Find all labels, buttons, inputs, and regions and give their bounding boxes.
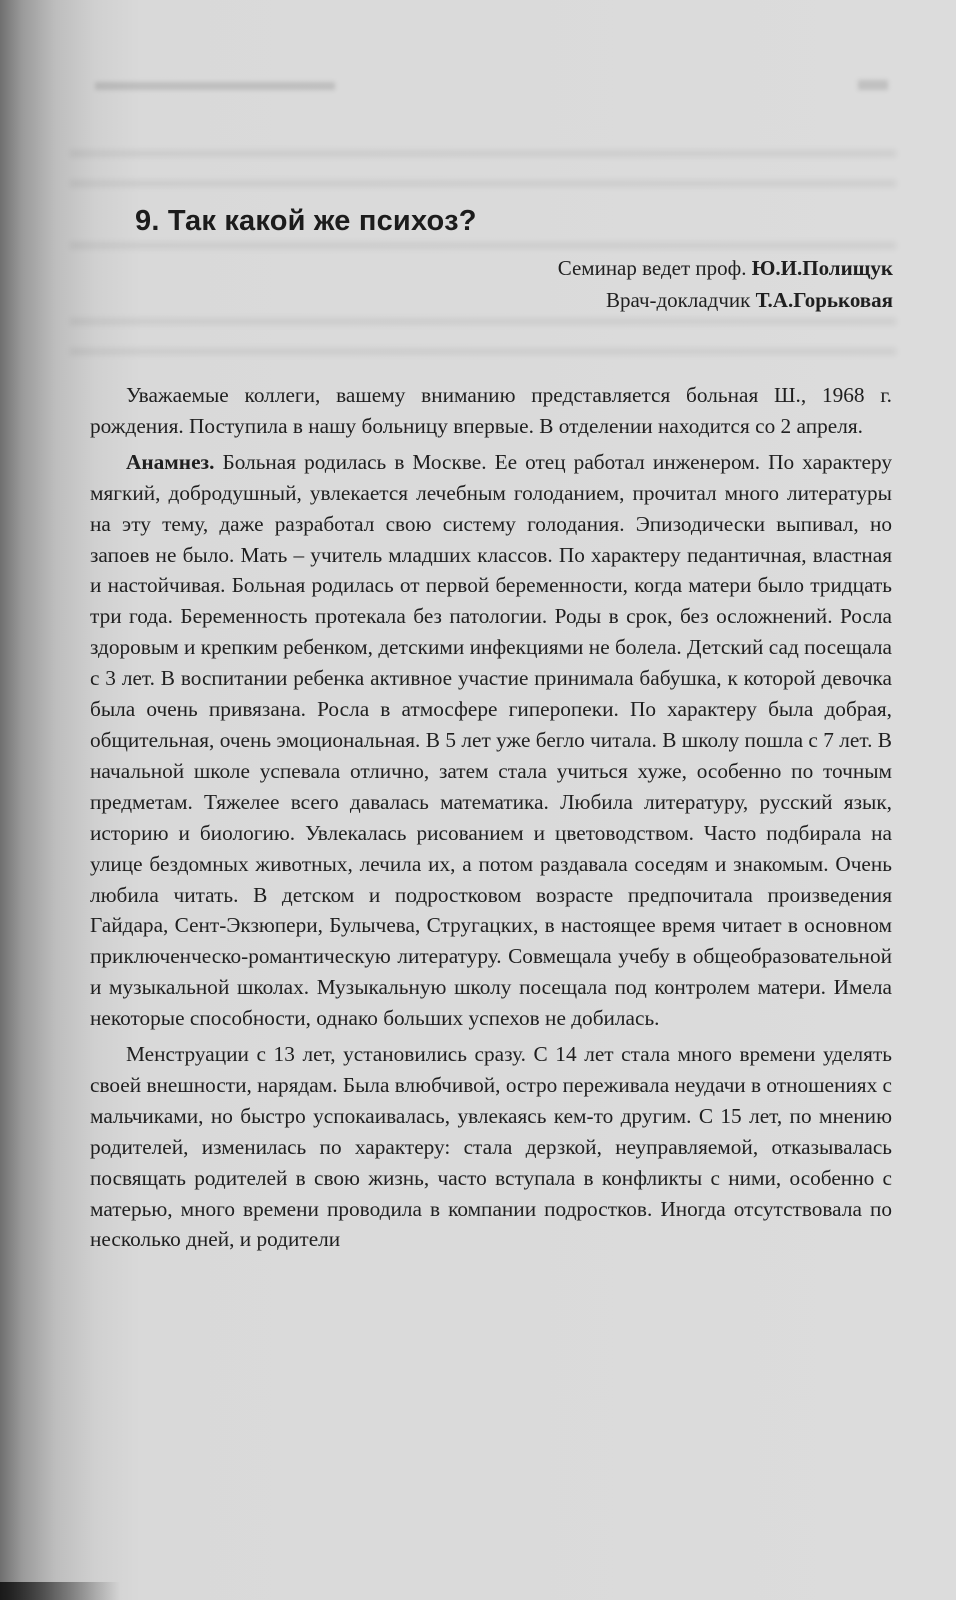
seminar-credit <box>558 256 893 281</box>
doctor-credit <box>606 288 893 313</box>
paragraph-anamnesis <box>90 447 892 1034</box>
seminar-credit-prefix: Семинар ведет проф. <box>557 256 752 280</box>
anamnesis-heading: Анамнез. <box>126 449 215 474</box>
bleedthrough-line <box>70 348 896 355</box>
bleedthrough-line <box>70 180 896 187</box>
anamnesis-text: Больная родилась в Москве. Ее отец работал инженером. По характеру мягкий, добродушный, увлекается лечебным голоданием, прочитал много литературы на эту тему, даже разработал свою систему голодания. Эпизодически выпивал, но запоев не было. Мать – учитель младших классов. По характеру педантичная, властная и настойчивая. Больная родилась от первой беременности, когда матери было тридцать три года. Беременность протекала без патологии. Роды в срок, без осложнений. Росла здоровым и крепким ребенком, детскими инфекциями не болела. Детский сад посещала с 3 лет. В воспитании ребенка активное участие принимала бабушка, к которой девочка была очень привязана. Росла в атмосфере гиперопеки. По характеру была добрая, общительная, очень эмоциональная. В 5 лет уже бегло читала. В школу пошла с 7 лет. В начальной школе успевала отлично, затем стала учиться хуже, особенно по точным предметам. Тяжелее всего давалась математика. Любила литературу, русский язык, историю и биологию. Увлекалась рисованием и цветоводством. Часто подбирала на улице бездомных животных, лечила их, а потом раздавала соседям и знакомым. Очень любила читать. В детском и подростковом возрасте предпочитала произведения Гайдара, Сент-Экзюпери, Булычева, Стругацких, в настоящее время читает в основном приключенческо-романтическую литературу. Совмещала учебу в общеобразовательной и музыкальной школах. Музыкальную школу посещала под контролем матери. Имела некоторые способности, однако больших успехов не добилась. <box>90 449 892 1031</box>
body-text <box>90 380 892 1260</box>
paragraph-intro: Уважаемые коллеги, вашему вниманию представляется больная Ш., 1968 г. рождения. Поступила в нашу больницу впервые. В отделении находится со 2 апреля. <box>90 383 892 438</box>
bleedthrough-line <box>70 242 896 249</box>
paragraph-puberty: Менструации с 13 лет, установились сразу. С 14 лет стала много времени уделять своей внешности, нарядам. Была влюбчивой, остро переживала неудачи в отношениях с мальчиками, но быстро успокаивалась, увлекаясь кем-то другим. С 15 лет, по мнению родителей, изменилась по характеру: стала дерзкой, неуправляемой, отказывалась посвящать родителей в свою жизнь, часто вступала в конфликты с ними, особенно с матерью, много времени проводила в компании подростков. Иногда отсутствовала по несколько дней, и родители <box>90 1042 892 1252</box>
doctor-name: Т.А.Горьковая <box>755 288 893 312</box>
scan-corner-shadow <box>0 1582 120 1600</box>
doctor-credit-prefix: Врач-докладчик <box>605 288 756 312</box>
page-number-bleedthrough <box>858 80 888 90</box>
chapter-title: 9. Так какой же психоз? <box>135 205 477 237</box>
bleedthrough-line <box>70 318 896 325</box>
seminar-leader-name: Ю.И.Полищук <box>751 256 893 280</box>
bleedthrough-line <box>70 150 896 157</box>
running-header-bleedthrough <box>95 82 335 90</box>
